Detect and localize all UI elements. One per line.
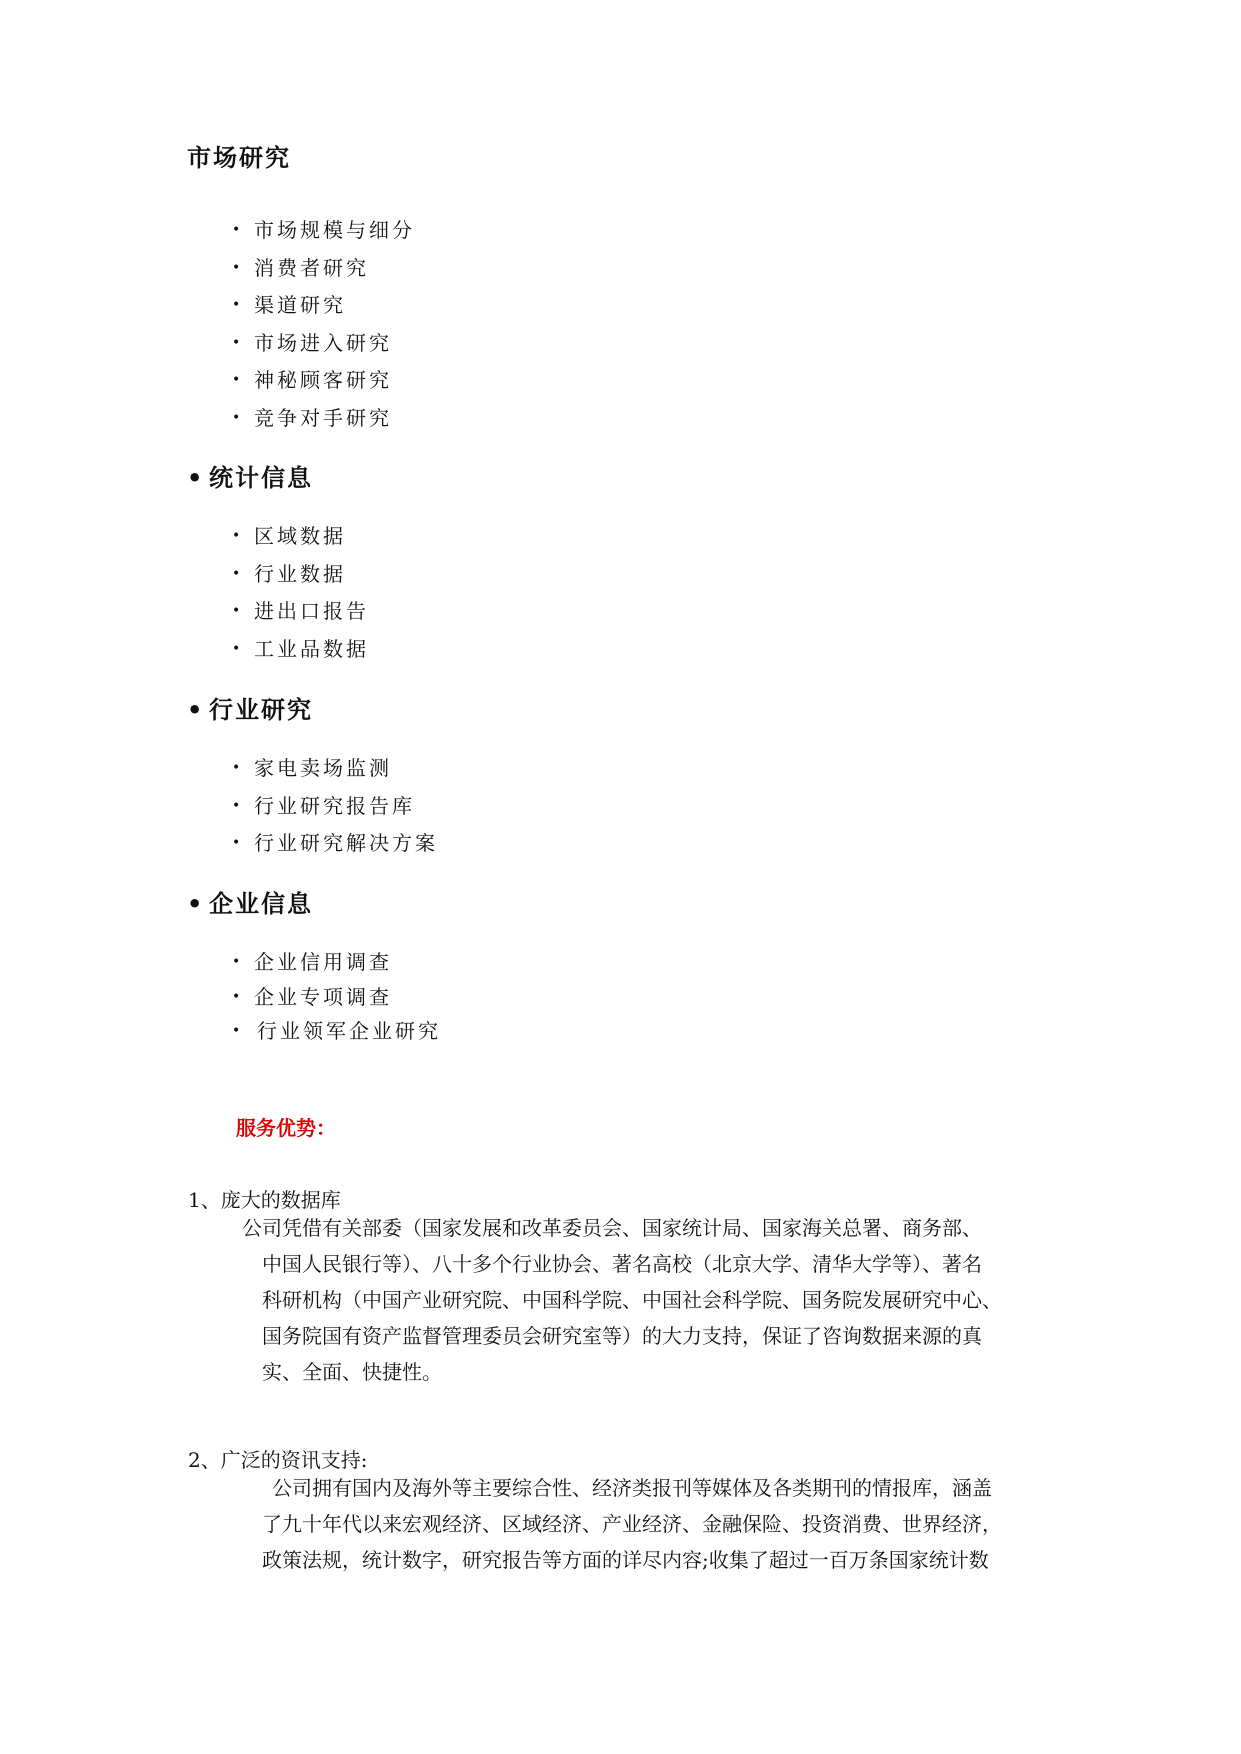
bullet-icon: • xyxy=(232,565,244,582)
bullet-icon: • xyxy=(232,640,244,657)
bullet-icon: • xyxy=(232,222,244,238)
list-item: • 神秘顾客研究 xyxy=(232,362,415,400)
bullet-icon: • xyxy=(187,696,205,724)
list-item: • 行业研究报告库 xyxy=(232,788,438,826)
bullet-icon: • xyxy=(187,890,205,918)
bullet-icon: • xyxy=(232,528,244,544)
bullet-icon: • xyxy=(232,297,244,313)
market-research-list xyxy=(232,212,415,437)
bullet-icon: • xyxy=(232,988,244,1005)
list-item: • 行业领军企业研究 xyxy=(232,1013,441,1051)
bullet-icon: • xyxy=(232,334,244,351)
paragraph-line: 中国人民银行等）、八十多个行业协会、著名高校（北京大学、清华大学等）、著名 xyxy=(262,1252,982,1276)
advantage-title: 2、广泛的资讯支持: xyxy=(188,1448,368,1472)
paragraph-line: 国务院国有资产监督管理委员会研究室等）的大力支持，保证了咨询数据来源的真 xyxy=(262,1324,982,1348)
paragraph-line: 科研机构（中国产业研究院、中国科学院、中国社会科学院、国务院发展研究中心、 xyxy=(262,1288,1002,1312)
section-heading-enterprise-info xyxy=(187,884,313,919)
section-title: 企业信息 xyxy=(209,890,313,918)
bullet-icon: • xyxy=(232,797,244,814)
paragraph-line: 实、全面、快捷性。 xyxy=(262,1360,442,1384)
section-title: 行业研究 xyxy=(209,696,313,724)
list-item: • 区域数据 xyxy=(232,518,369,556)
list-item: • 市场进入研究 xyxy=(232,325,415,363)
list-item: • 竞争对手研究 xyxy=(232,400,415,438)
industry-research-list xyxy=(232,750,438,863)
list-item: • 企业专项调查 xyxy=(232,982,441,1013)
section-heading-statistics xyxy=(187,458,313,493)
bullet-icon: • xyxy=(232,760,244,776)
bullet-icon: • xyxy=(232,409,244,426)
bullet-icon: • xyxy=(187,464,205,492)
list-item: • 市场规模与细分 xyxy=(232,212,415,250)
advantages-heading: 服务优势： xyxy=(236,1116,336,1140)
bullet-icon: • xyxy=(232,954,244,970)
list-item: • 消费者研究 xyxy=(232,250,415,288)
paragraph-line: 公司拥有国内及海外等主要综合性、经济类报刊等媒体及各类期刊的情报库，涵盖 xyxy=(272,1476,992,1500)
section-title: 统计信息 xyxy=(209,464,313,492)
section-title: 市场研究 xyxy=(187,144,291,172)
section-heading-industry-research xyxy=(187,690,313,725)
advantage-paragraph xyxy=(262,1470,1002,1578)
list-item: • 工业品数据 xyxy=(232,631,369,669)
bullet-icon: • xyxy=(232,835,244,851)
list-item: • 行业数据 xyxy=(232,556,369,594)
list-item: • 渠道研究 xyxy=(232,287,415,325)
bullet-icon: • xyxy=(232,259,244,276)
list-item: • 家电卖场监测 xyxy=(232,750,438,788)
bullet-icon: • xyxy=(232,1022,244,1039)
bullet-icon: • xyxy=(232,603,244,619)
advantage-paragraph xyxy=(242,1210,1002,1390)
list-item: • 企业信用调查 xyxy=(232,944,441,982)
paragraph-line: 了九十年代以来宏观经济、区域经济、产业经济、金融保险、投资消费、世界经济， xyxy=(262,1512,1002,1536)
list-item: • 进出口报告 xyxy=(232,593,369,631)
bullet-icon: • xyxy=(232,372,244,388)
statistics-list xyxy=(232,518,369,668)
paragraph-line: 公司凭借有关部委（国家发展和改革委员会、国家统计局、国家海关总署、商务部、 xyxy=(242,1216,982,1240)
paragraph-line: 政策法规，统计数字，研究报告等方面的详尽内容;收集了超过一百万条国家统计数 xyxy=(262,1548,989,1572)
enterprise-info-list xyxy=(232,944,441,1050)
advantage-title: 1、庞大的数据库 xyxy=(188,1188,341,1212)
section-heading-market-research xyxy=(187,138,291,173)
list-item: • 行业研究解决方案 xyxy=(232,825,438,863)
